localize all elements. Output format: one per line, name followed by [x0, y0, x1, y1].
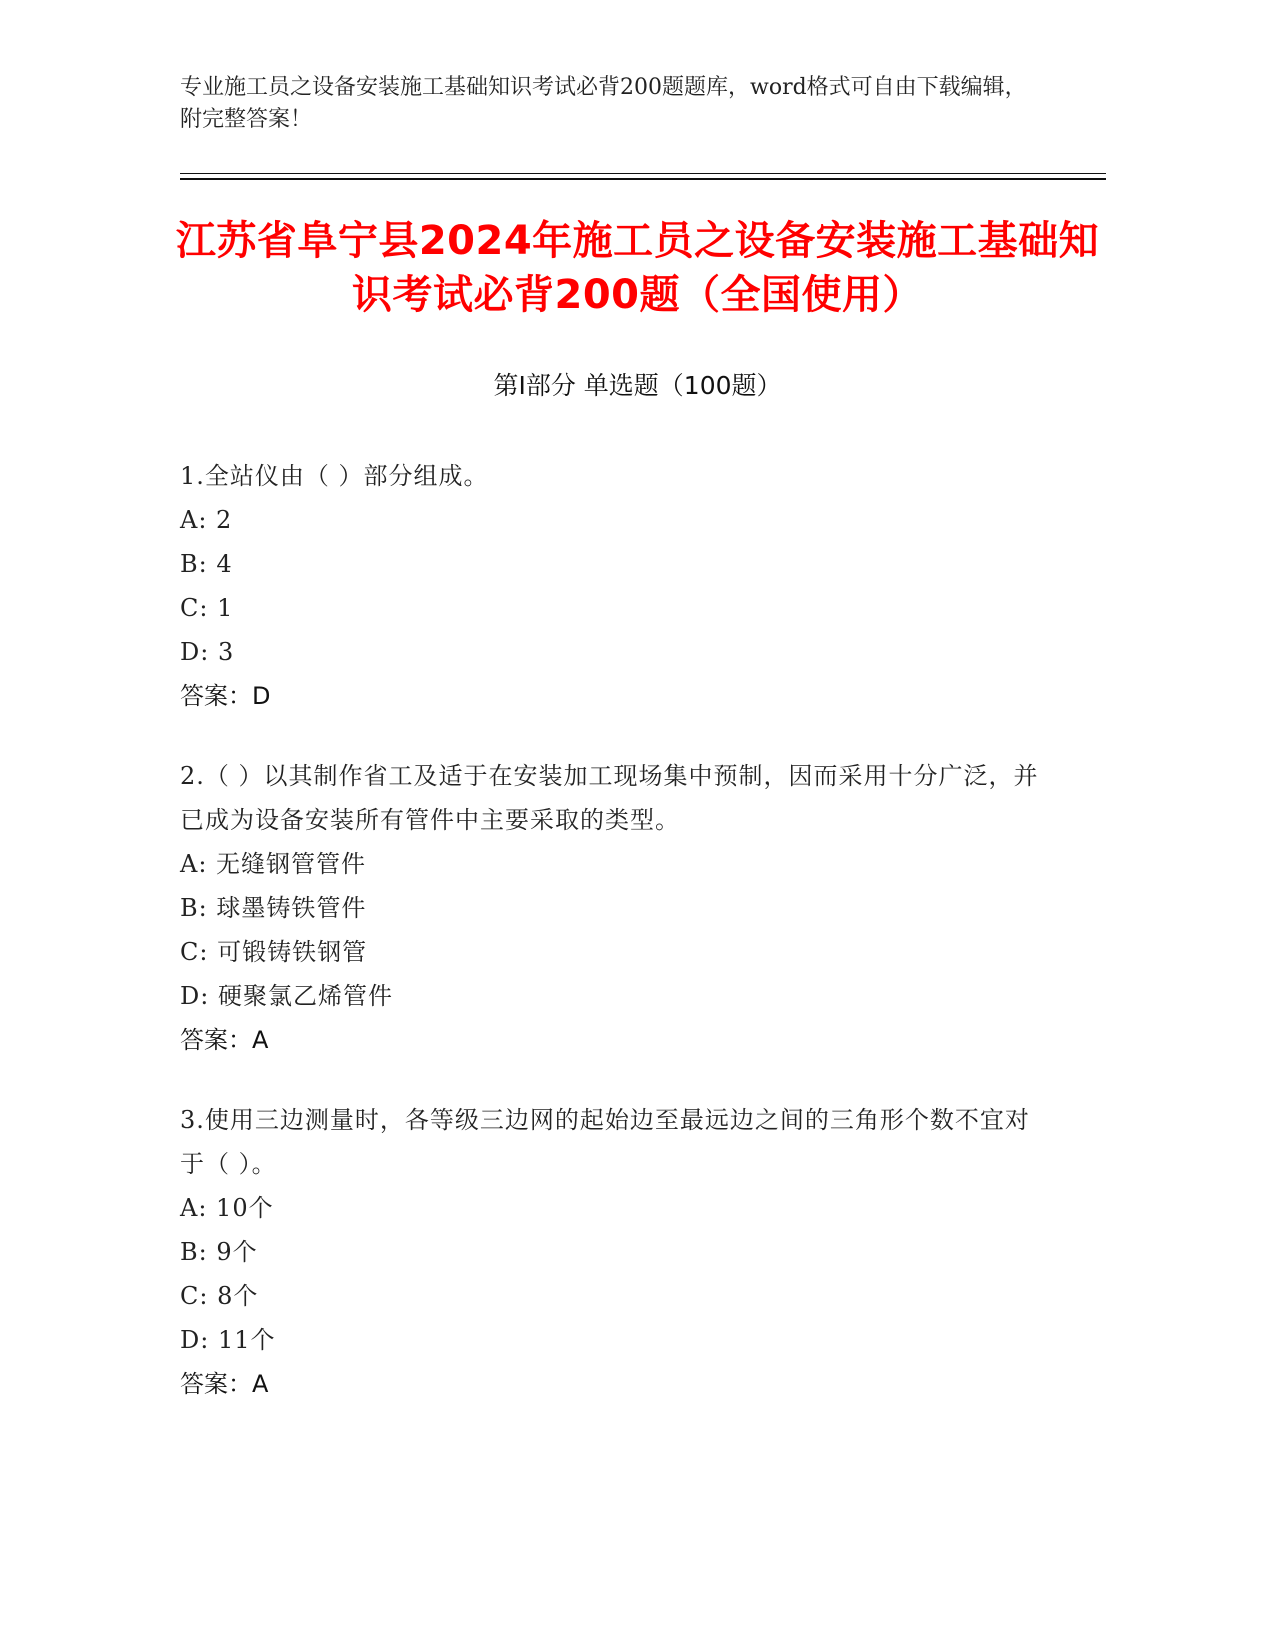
question-1 — [180, 454, 1040, 718]
question-stem: 2.（ ）以其制作省工及适于在安装加工现场集中预制，因而采用十分广泛，并已成为设备安装所有管件中主要采取的类型。 — [180, 762, 1039, 834]
question-2 — [180, 754, 1040, 1062]
question-stem: 3.使用三边测量时，各等级三边网的起始边至最远边之间的三角形个数不宜对于（ ）。 — [180, 1106, 1030, 1178]
option-a: A: 10个 — [180, 1194, 274, 1222]
header-divider-thick — [180, 178, 1106, 180]
option-c: C: 1 — [180, 594, 234, 622]
option-d: D: 11个 — [180, 1326, 276, 1354]
option-b: B: 9个 — [180, 1238, 258, 1266]
option-a: A: 无缝钢管管件 — [180, 850, 367, 878]
option-b: B: 球墨铸铁管件 — [180, 894, 367, 922]
option-c: C: 可锻铸铁钢管 — [180, 938, 368, 966]
question-3 — [180, 1098, 1040, 1406]
question-list — [180, 454, 1040, 1442]
option-c: C: 8个 — [180, 1282, 259, 1310]
option-d: D: 硬聚氯乙烯管件 — [180, 982, 393, 1010]
answer: 答案：A — [180, 1026, 269, 1054]
answer: 答案：A — [180, 1370, 269, 1398]
section-title: 第Ⅰ部分 单选题（100题） — [493, 371, 782, 400]
header-divider-thin — [180, 173, 1106, 174]
option-a: A: 2 — [180, 506, 233, 534]
question-stem: 1.全站仪由（ ）部分组成。 — [180, 462, 489, 490]
option-d: D: 3 — [180, 638, 235, 666]
header-note: 专业施工员之设备安装施工基础知识考试必背200题题库，word格式可自由下载编辑，附完整答案！ — [180, 75, 1027, 132]
answer: 答案：D — [180, 682, 271, 710]
document-title: 江苏省阜宁县2024年施工员之设备安装施工基础知识考试必背200题（全国使用） — [175, 218, 1100, 318]
option-b: B: 4 — [180, 550, 233, 578]
